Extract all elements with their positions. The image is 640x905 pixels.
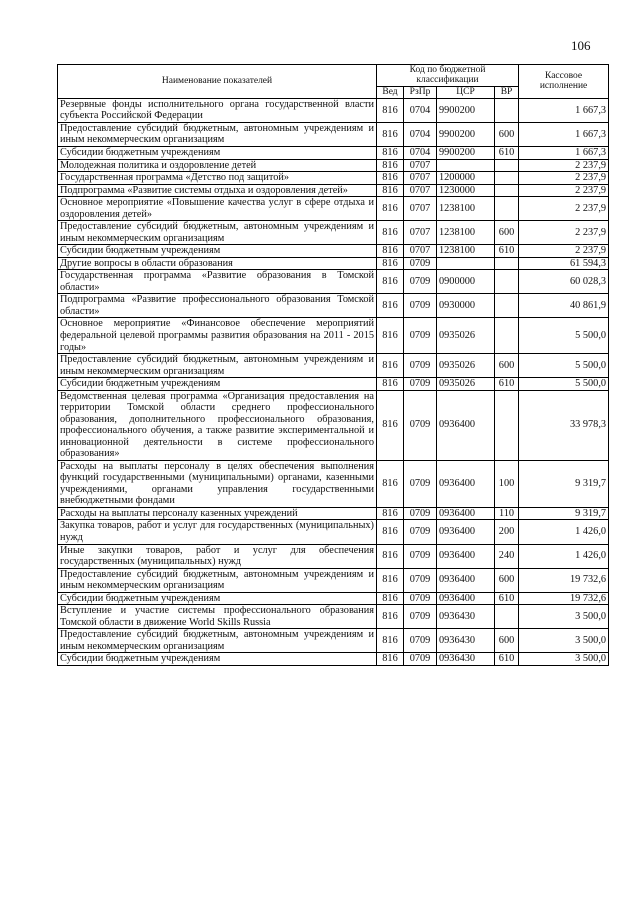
row-csr: 0936430 (437, 629, 495, 653)
table-row (58, 270, 609, 294)
row-name: Субсидии бюджетным учреждениям (58, 245, 377, 258)
table-row (58, 318, 609, 354)
row-csr: 0936430 (437, 605, 495, 629)
row-amount: 61 594,3 (519, 257, 609, 270)
row-vr: 610 (495, 245, 519, 258)
row-vr: 240 (495, 544, 519, 568)
row-csr: 1230000 (437, 184, 495, 197)
row-amount: 3 500,0 (519, 605, 609, 629)
row-vr: 610 (495, 147, 519, 160)
row-vr: 600 (495, 354, 519, 378)
row-csr: 0935026 (437, 378, 495, 391)
row-ved: 816 (377, 544, 404, 568)
row-name: Расходы на выплаты персоналу казенных учреждений (58, 507, 377, 520)
row-ved: 816 (377, 592, 404, 605)
row-rzpr: 0709 (404, 520, 437, 544)
row-csr: 0935026 (437, 354, 495, 378)
row-vr: 110 (495, 507, 519, 520)
row-csr: 1200000 (437, 172, 495, 185)
row-csr: 0936400 (437, 390, 495, 460)
row-amount: 1 667,3 (519, 122, 609, 146)
row-csr: 1238100 (437, 197, 495, 221)
row-rzpr: 0707 (404, 159, 437, 172)
row-name: Субсидии бюджетным учреждениям (58, 147, 377, 160)
row-csr: 0936400 (437, 460, 495, 507)
row-csr: 9900200 (437, 122, 495, 146)
budget-execution-table (57, 64, 609, 666)
row-csr: 9900200 (437, 147, 495, 160)
table-row (58, 257, 609, 270)
header-ved: Вед (377, 86, 404, 98)
row-csr (437, 159, 495, 172)
row-ved: 816 (377, 629, 404, 653)
header-vr: ВР (495, 86, 519, 98)
row-vr: 100 (495, 460, 519, 507)
row-ved: 816 (377, 318, 404, 354)
row-ved: 816 (377, 172, 404, 185)
row-rzpr: 0709 (404, 653, 437, 666)
table-row (58, 390, 609, 460)
row-csr: 9900200 (437, 98, 495, 122)
row-amount: 9 319,7 (519, 460, 609, 507)
row-vr: 610 (495, 378, 519, 391)
row-name: Государственная программа «Развитие образования в Томской области» (58, 270, 377, 294)
row-amount: 1 667,3 (519, 98, 609, 122)
row-amount: 5 500,0 (519, 378, 609, 391)
row-name: Предоставление субсидий бюджетным, автономным учреждениям и иным некоммерческим организациям (58, 629, 377, 653)
row-rzpr: 0704 (404, 147, 437, 160)
row-csr: 0936400 (437, 544, 495, 568)
row-vr (495, 257, 519, 270)
row-csr: 0936400 (437, 507, 495, 520)
row-ved: 816 (377, 653, 404, 666)
row-vr (495, 605, 519, 629)
header-csr: ЦСР (437, 86, 495, 98)
row-vr: 600 (495, 629, 519, 653)
row-csr: 1238100 (437, 245, 495, 258)
row-ved: 816 (377, 197, 404, 221)
row-rzpr: 0709 (404, 270, 437, 294)
row-name: Предоставление субсидий бюджетным, автономным учреждениям и иным некоммерческим организациям (58, 568, 377, 592)
row-ved: 816 (377, 460, 404, 507)
row-vr (495, 197, 519, 221)
row-amount: 1 426,0 (519, 544, 609, 568)
row-rzpr: 0704 (404, 98, 437, 122)
row-vr: 610 (495, 592, 519, 605)
row-rzpr: 0707 (404, 197, 437, 221)
row-ved: 816 (377, 354, 404, 378)
row-name: Ведомственная целевая программа «Организация предоставления на территории Томской области среднего профессионального образования, дополнительного профессионального образования, профессионального обучения, а также развитие экспериментальной и инновационной деятельности в системе профессионального образования» (58, 390, 377, 460)
row-name: Субсидии бюджетным учреждениям (58, 653, 377, 666)
table-row (58, 197, 609, 221)
row-amount: 2 237,9 (519, 172, 609, 185)
row-vr (495, 390, 519, 460)
row-amount: 2 237,9 (519, 159, 609, 172)
row-amount: 60 028,3 (519, 270, 609, 294)
row-csr: 0936400 (437, 520, 495, 544)
row-vr (495, 270, 519, 294)
row-rzpr: 0707 (404, 172, 437, 185)
table-row (58, 172, 609, 185)
table-row (58, 147, 609, 160)
row-name: Основное мероприятие «Повышение качества услуг в сфере отдыха и оздоровления детей» (58, 197, 377, 221)
row-amount: 3 500,0 (519, 629, 609, 653)
row-amount: 2 237,9 (519, 245, 609, 258)
row-csr (437, 257, 495, 270)
row-ved: 816 (377, 122, 404, 146)
row-name: Молодежная политика и оздоровление детей (58, 159, 377, 172)
row-rzpr: 0709 (404, 294, 437, 318)
row-vr: 600 (495, 221, 519, 245)
row-amount: 19 732,6 (519, 568, 609, 592)
row-ved: 816 (377, 378, 404, 391)
row-name: Резервные фонды исполнительного органа государственной власти субъекта Российской Федерации (58, 98, 377, 122)
row-name: Иные закупки товаров, работ и услуг для обеспечения государственных (муниципальных) нужд (58, 544, 377, 568)
row-ved: 816 (377, 507, 404, 520)
row-ved: 816 (377, 390, 404, 460)
row-name: Государственная программа «Детство под защитой» (58, 172, 377, 185)
table-row (58, 98, 609, 122)
page-number: 106 (571, 38, 591, 53)
table-row (58, 122, 609, 146)
row-ved: 816 (377, 270, 404, 294)
row-rzpr: 0709 (404, 354, 437, 378)
row-rzpr: 0709 (404, 544, 437, 568)
header-code-group: Код по бюджетной классификации (377, 65, 519, 87)
row-amount: 5 500,0 (519, 354, 609, 378)
row-name: Вступление и участие системы профессионального образования Томской области в движение World Skills Russia (58, 605, 377, 629)
row-amount: 3 500,0 (519, 653, 609, 666)
row-name: Расходы на выплаты персоналу в целях обеспечения выполнения функций государственными (муниципальными) органами, казенными учреждениями, органами управления государственными внебюджетными фондами (58, 460, 377, 507)
row-name: Закупка товаров, работ и услуг для государственных (муниципальных) нужд (58, 520, 377, 544)
table-row (58, 294, 609, 318)
table-row (58, 629, 609, 653)
row-amount: 33 978,3 (519, 390, 609, 460)
row-vr (495, 318, 519, 354)
row-amount: 40 861,9 (519, 294, 609, 318)
table-row (58, 354, 609, 378)
table-row (58, 221, 609, 245)
row-amount: 1 667,3 (519, 147, 609, 160)
row-rzpr: 0709 (404, 507, 437, 520)
row-rzpr: 0707 (404, 221, 437, 245)
header-row (58, 65, 609, 87)
row-amount: 5 500,0 (519, 318, 609, 354)
row-name: Предоставление субсидий бюджетным, автономным учреждениям и иным некоммерческим организациям (58, 354, 377, 378)
row-name: Подпрограмма «Развитие профессионального образования Томской области» (58, 294, 377, 318)
row-rzpr: 0707 (404, 245, 437, 258)
row-amount: 2 237,9 (519, 221, 609, 245)
row-ved: 816 (377, 294, 404, 318)
row-name: Субсидии бюджетным учреждениям (58, 378, 377, 391)
row-name: Предоставление субсидий бюджетным, автономным учреждениям и иным некоммерческим организациям (58, 122, 377, 146)
row-ved: 816 (377, 605, 404, 629)
row-amount: 1 426,0 (519, 520, 609, 544)
row-csr: 0935026 (437, 318, 495, 354)
row-vr: 600 (495, 568, 519, 592)
table-body (58, 98, 609, 665)
row-ved: 816 (377, 221, 404, 245)
row-ved: 816 (377, 184, 404, 197)
row-vr (495, 184, 519, 197)
table-row (58, 184, 609, 197)
row-vr: 600 (495, 122, 519, 146)
row-name: Основное мероприятие «Финансовое обеспечение мероприятий федеральной целевой программы развития образования на 2011 - 2015 годы» (58, 318, 377, 354)
row-csr: 0930000 (437, 294, 495, 318)
row-vr (495, 172, 519, 185)
row-rzpr: 0709 (404, 592, 437, 605)
row-vr: 610 (495, 653, 519, 666)
row-ved: 816 (377, 98, 404, 122)
row-rzpr: 0709 (404, 257, 437, 270)
row-ved: 816 (377, 147, 404, 160)
row-rzpr: 0704 (404, 122, 437, 146)
row-csr: 0936400 (437, 568, 495, 592)
row-csr: 0900000 (437, 270, 495, 294)
table-row (58, 520, 609, 544)
row-rzpr: 0707 (404, 184, 437, 197)
table-row (58, 245, 609, 258)
row-name: Другие вопросы в области образования (58, 257, 377, 270)
row-amount: 2 237,9 (519, 184, 609, 197)
row-rzpr: 0709 (404, 378, 437, 391)
row-rzpr: 0709 (404, 460, 437, 507)
row-ved: 816 (377, 257, 404, 270)
table-row (58, 378, 609, 391)
row-ved: 816 (377, 245, 404, 258)
row-amount: 9 319,7 (519, 507, 609, 520)
row-vr (495, 294, 519, 318)
row-ved: 816 (377, 159, 404, 172)
table-row (58, 159, 609, 172)
row-csr: 0936430 (437, 653, 495, 666)
table-row (58, 592, 609, 605)
table-row (58, 568, 609, 592)
header-name: Наименование показателей (58, 65, 377, 99)
table-row (58, 653, 609, 666)
row-vr: 200 (495, 520, 519, 544)
row-vr (495, 98, 519, 122)
row-amount: 19 732,6 (519, 592, 609, 605)
table-row (58, 507, 609, 520)
row-rzpr: 0709 (404, 629, 437, 653)
row-ved: 816 (377, 520, 404, 544)
row-name: Подпрограмма «Развитие системы отдыха и оздоровления детей» (58, 184, 377, 197)
table-row (58, 544, 609, 568)
header-amount: Кассовое исполнение (519, 65, 609, 99)
table-row (58, 605, 609, 629)
row-csr: 1238100 (437, 221, 495, 245)
row-rzpr: 0709 (404, 318, 437, 354)
row-name: Субсидии бюджетным учреждениям (58, 592, 377, 605)
row-ved: 816 (377, 568, 404, 592)
row-rzpr: 0709 (404, 605, 437, 629)
header-rzpr: РзПр (404, 86, 437, 98)
row-rzpr: 0709 (404, 568, 437, 592)
row-vr (495, 159, 519, 172)
row-rzpr: 0709 (404, 390, 437, 460)
row-amount: 2 237,9 (519, 197, 609, 221)
row-name: Предоставление субсидий бюджетным, автономным учреждениям и иным некоммерческим организациям (58, 221, 377, 245)
row-csr: 0936400 (437, 592, 495, 605)
table-row (58, 460, 609, 507)
